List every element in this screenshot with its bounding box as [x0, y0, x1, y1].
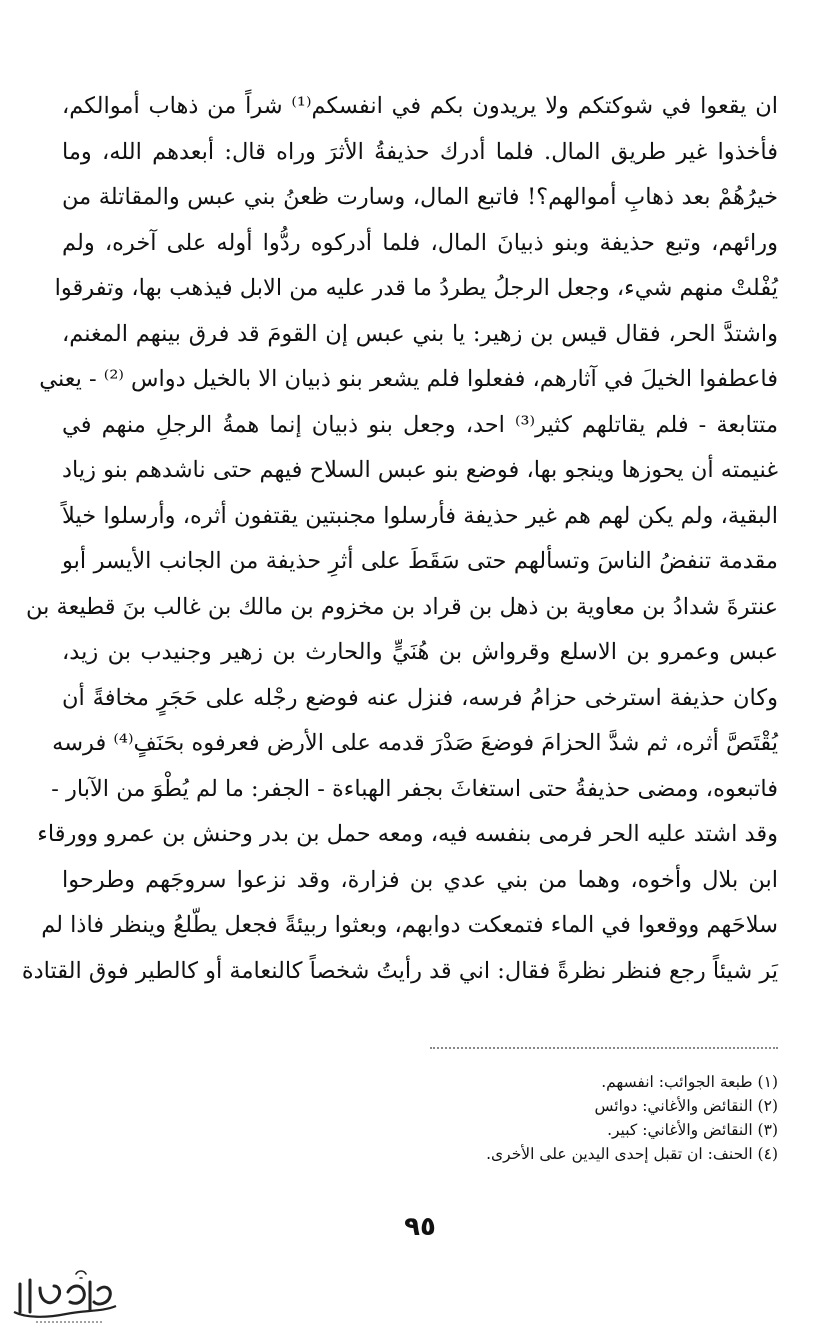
text-line: مقدمة تنفضُ الناسَ وتسألهم حتى سَقَطَ على أثرِ حذيفة من الجانب الأيسر أبو [62, 548, 778, 574]
text-line: خيرُهُمْ بعد ذهابِ أموالهم؟! فاتبع المال، وسارت ظعنُ بني عبس والمقاتلة من [62, 184, 778, 210]
text-line: عبس وعمرو بن الاسلع وقرواش بن هُنَيٍّ والحارث بن زهير وجنيدب بن زيد، [62, 639, 778, 665]
footnote-separator [430, 1047, 778, 1049]
text-line: فاتبعوه، ومضى حذيفةُ حتى استغاثَ بجفر الهباءة - الجفر: ما لم يُطْوَ من الآبار - [51, 775, 778, 802]
text-line: وقد اشتد عليه الحر فرمى بنفسه فيه، ومعه حمل بن بدر وحنش بن عمرو وورقاء [37, 821, 778, 847]
text-line: البقية، ولم يكن لهم هم غير حذيفة فأرسلوا مجنبتين يقتفون أثره، وأرسلوا خيلاً [62, 502, 778, 529]
watermark-logo [6, 1262, 122, 1328]
text-line: ان يقعوا في شوكتكم ولا يريدون بكم في انفسكم⁽¹⁾ شراً من ذهاب أموالكم، [62, 93, 778, 119]
footnote: (٤) الحنف: ان تقبل إحدى اليدين على الأخرى. [486, 1145, 778, 1163]
text-line: يَر شيئاً رجع فنظر نظرةً فقال: اني قد رأيتُ شخصاً كالنعامة أو كالطير فوق القتادة [21, 957, 778, 984]
text-line: وكان حذيفة استرخى حزامُ فرسه، فنزل عنه فوضع رجْله على حَجَرٍ مخافةً أن [62, 684, 778, 711]
footnote: (٢) النقائض والأغاني: دوائس [594, 1097, 778, 1115]
body-text [21, 84, 778, 994]
text-line: عنترةَ شدادُ بن معاوية بن ذهل بن قراد بن مخزوم بن مالك بن غالب بنَ قطيعة بن [25, 593, 778, 620]
footnotes [200, 1070, 778, 1166]
footnote: (١) طبعة الجوائب: انفسهم. [601, 1073, 778, 1091]
text-line: واشتدَّ الحر، فقال قيس بن زهير: يا بني عبس إن القومَ قد فرق بينهم المغنم، [62, 320, 778, 347]
text-line: يُفْلتْ منهم شيء، وجعل الرجلُ يطردُ ما قدر عليه من الابل فيذهب بها، وتفرقوا [54, 275, 778, 301]
text-line: متتابعة - فلم يقاتلهم كثير⁽³⁾ احد، وجعل بنو ذبيان إنما همةُ الرجلِ منهم في [62, 411, 778, 438]
text-line: ورائهم، وتبع حذيفة وبنو ذبيانَ المال، فلما أدركوه ردُّوا أوله على آخره، ولم [62, 229, 778, 256]
text-line: فأخذوا غير طريق المال. فلما أدرك حذيفةُ الأثرَ وراه قال: أبعدهم الله، وما [62, 138, 778, 165]
text-line: ابن بلال وأخوه، وهما من بني عدي بن فزارة، وقد نزعوا سروجَهم وطرحوا [62, 866, 778, 893]
page-number: ٩٥ [404, 1212, 436, 1242]
text-line: فاعطفوا الخيلَ في آثارهم، ففعلوا فلم يشعر بنو ذبيان الا بالخيل دواس ⁽²⁾ - يعني [39, 366, 778, 392]
text-line: سلاحَهم ووقعوا في الماء فتمعكت دوابهم، وبعثوا ربيئةً فجعل يطّلعُ وينظر فاذا لم [41, 912, 778, 938]
text-line: غنيمته أن يحوزها وينجو بها، فوضع بنو عبس السلاح فيهم حتى ناشدهم بنو زياد [62, 457, 778, 483]
footnote: (٣) النقائض والأغاني: كبير. [607, 1121, 778, 1139]
text-line: يُقْتَصَّ أثره، ثم شدَّ الحزامَ فوضعَ صَدْرَ قدمه على الأرض فعرفوه بحَنَفٍ⁽⁴⁾ فرسه [52, 730, 778, 756]
